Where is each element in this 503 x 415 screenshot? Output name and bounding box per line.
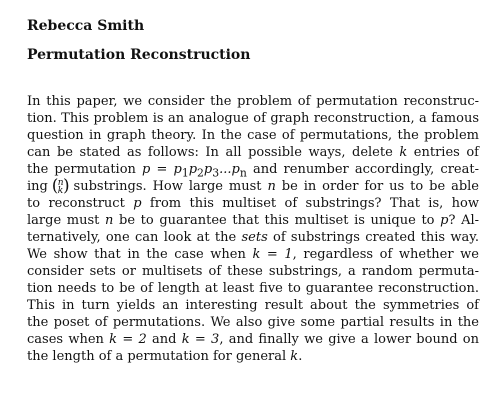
math-k: k (399, 145, 408, 160)
abstract-line: the poset of permutations. We also give some partial results in the (27, 315, 479, 330)
abstract-line: ing ( n k ) substrings. How large must n be in order for us to be able (27, 175, 480, 196)
abstract-line: tion needs to be of length at least five to guarantee reconstruction. (27, 281, 479, 296)
abstract-line: ternatively, one can look at the sets of substrings created this way. (27, 230, 479, 245)
abstract-line: the length of a permutation for general k. (27, 349, 303, 364)
binomial-coefficient: ( n k ) (51, 175, 70, 196)
abstract-line: can be stated as follows: In all possible ways, delete k entries of (27, 145, 479, 160)
emphasis-sets: sets (241, 230, 268, 245)
abstract-line: cases when k = 2 and k = 3, and finally we give a lower bound on (27, 332, 479, 347)
abstract-line: the permutation $p = p_1p_2p_3...p_n$ and renumber accordingly, creat- (27, 162, 479, 180)
abstract-line: tion. This problem is an analogue of graph reconstruction, a famous (27, 111, 479, 126)
abstract-line: question in graph theory. In the case of permutations, the problem (27, 128, 479, 143)
abstract-line: large must n be to guarantee that this multiset is unique to p? Al- (27, 213, 480, 228)
abstract-line: We show that in the case when k = 1, regardless of whether we (27, 247, 479, 262)
abstract-line: consider sets or multisets of these substrings, a random permuta- (27, 264, 479, 279)
abstract-line: This in turn yields an interesting result about the symmetries of (27, 298, 479, 313)
author-name: Rebecca Smith (27, 18, 145, 34)
abstract-line: In this paper, we consider the problem of permutation reconstruc- (27, 94, 479, 109)
abstract-body (27, 93, 479, 365)
abstract-line: to reconstruct p from this multiset of substrings? That is, how (27, 196, 479, 211)
math-p-equals: p = p (142, 162, 182, 177)
paper-title: Permutation Reconstruction (27, 47, 251, 63)
